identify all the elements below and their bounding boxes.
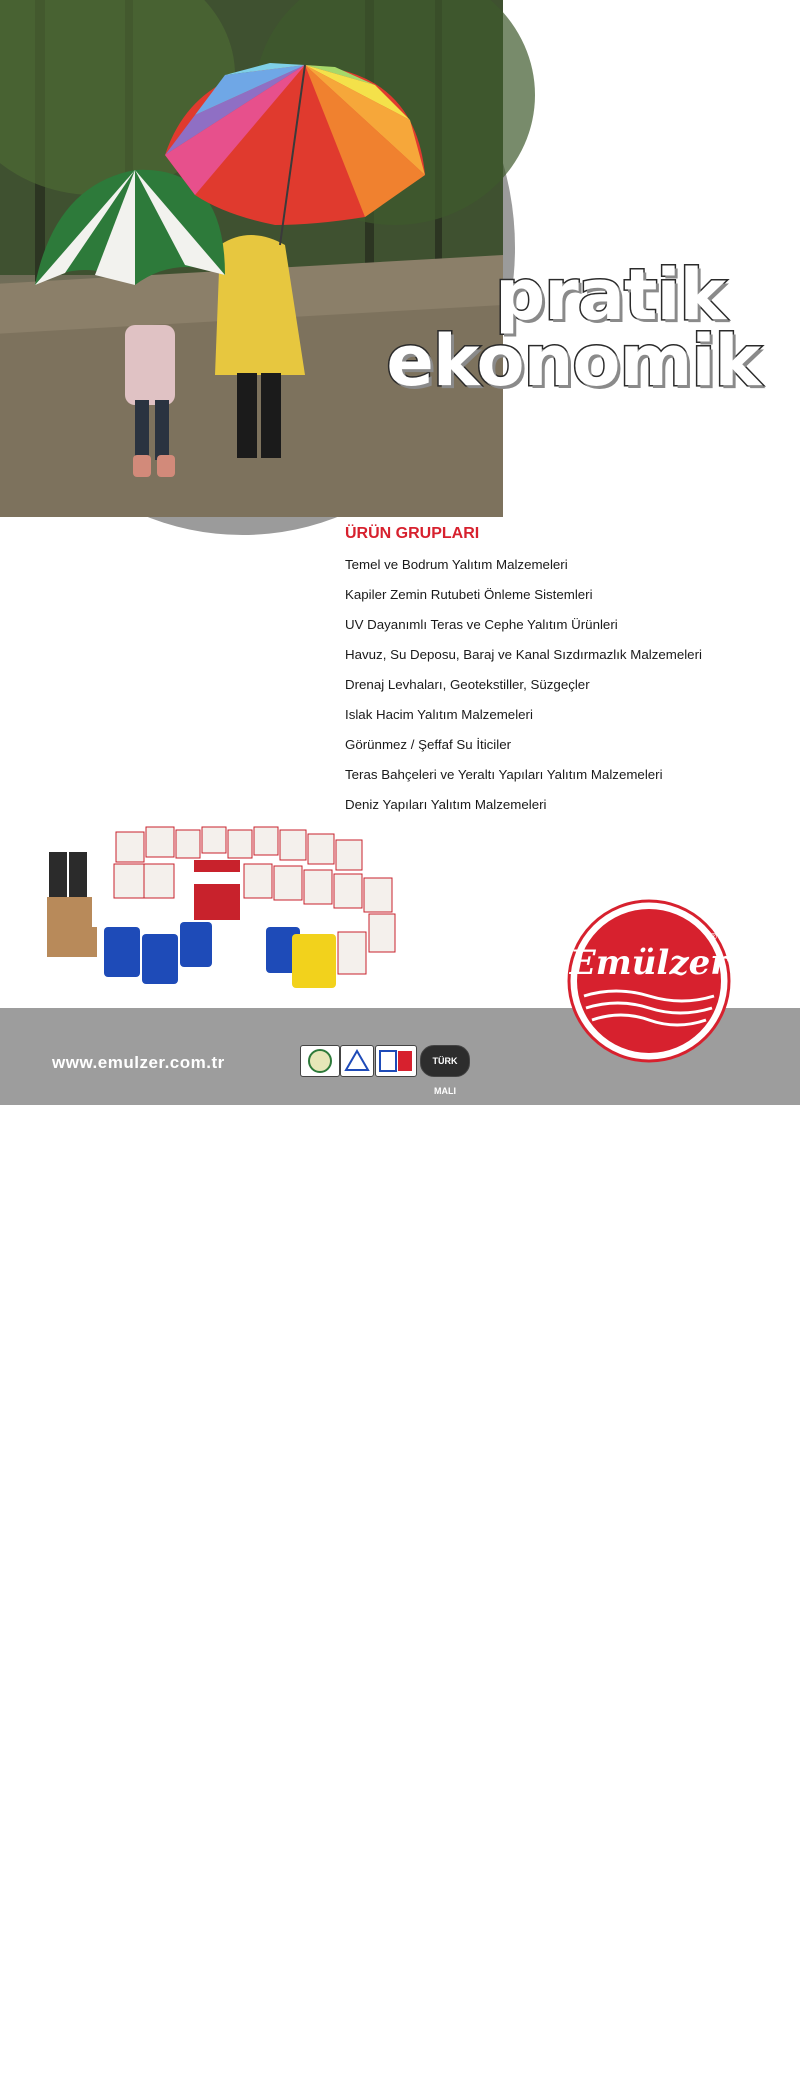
turk-mali-badge: TÜRK MALI [420, 1045, 470, 1077]
product-lineup-image [44, 822, 399, 992]
product-groups-list [345, 555, 785, 825]
product-group-item: Görünmez / Şeffaf Su İticiler [345, 737, 512, 752]
product-group-item: Temel ve Bodrum Yalıtım Malzemeleri [345, 557, 568, 572]
svg-text:®: ® [708, 932, 718, 943]
product-group-item: Kapiler Zemin Rutubeti Önleme Sistemleri [345, 587, 593, 602]
website-url[interactable]: www.emulzer.com.tr [52, 1053, 225, 1072]
product-group-item: UV Dayanımlı Teras ve Cephe Yalıtım Ürünleri [345, 617, 618, 632]
headline-line-1: pratik [495, 254, 725, 336]
brand-tagline: Likit Yalıtım Teknolojisi [552, 2071, 712, 2088]
umbrella-illustration [0, 0, 503, 517]
cert-badge-3 [375, 1045, 417, 1077]
product-group-item: Drenaj Levhaları, Geotekstiller, Süzgeçler [345, 677, 590, 692]
headline [340, 254, 780, 402]
product-group-item: Deniz Yapıları Yalıtım Malzemeleri [345, 797, 547, 812]
cert-badge-2 [340, 1045, 374, 1077]
product-lineup-illustration [44, 822, 399, 992]
headline-line-2: ekonomik [386, 320, 760, 402]
product-groups [345, 525, 785, 825]
product-group-item: Islak Hacim Yalıtım Malzemeleri [345, 707, 533, 722]
logo-mark [566, 898, 732, 1064]
umbrella-photo [0, 0, 503, 517]
cert-seal-icon [301, 1046, 339, 1076]
product-group-item: Havuz, Su Deposu, Baraj ve Kanal Sızdırmazlık Malzemeleri [345, 647, 702, 662]
tse-icon [376, 1046, 416, 1076]
emulzer-logo[interactable] [566, 898, 732, 1064]
triangle-icon [341, 1046, 373, 1076]
product-group-item: Teras Bahçeleri ve Yeraltı Yapıları Yalıtım Malzemeleri [345, 767, 663, 782]
brand-name: Emülzer [569, 943, 729, 983]
cert-badge-1 [300, 1045, 340, 1077]
product-groups-title: ÜRÜN GRUPLARI [345, 525, 480, 542]
